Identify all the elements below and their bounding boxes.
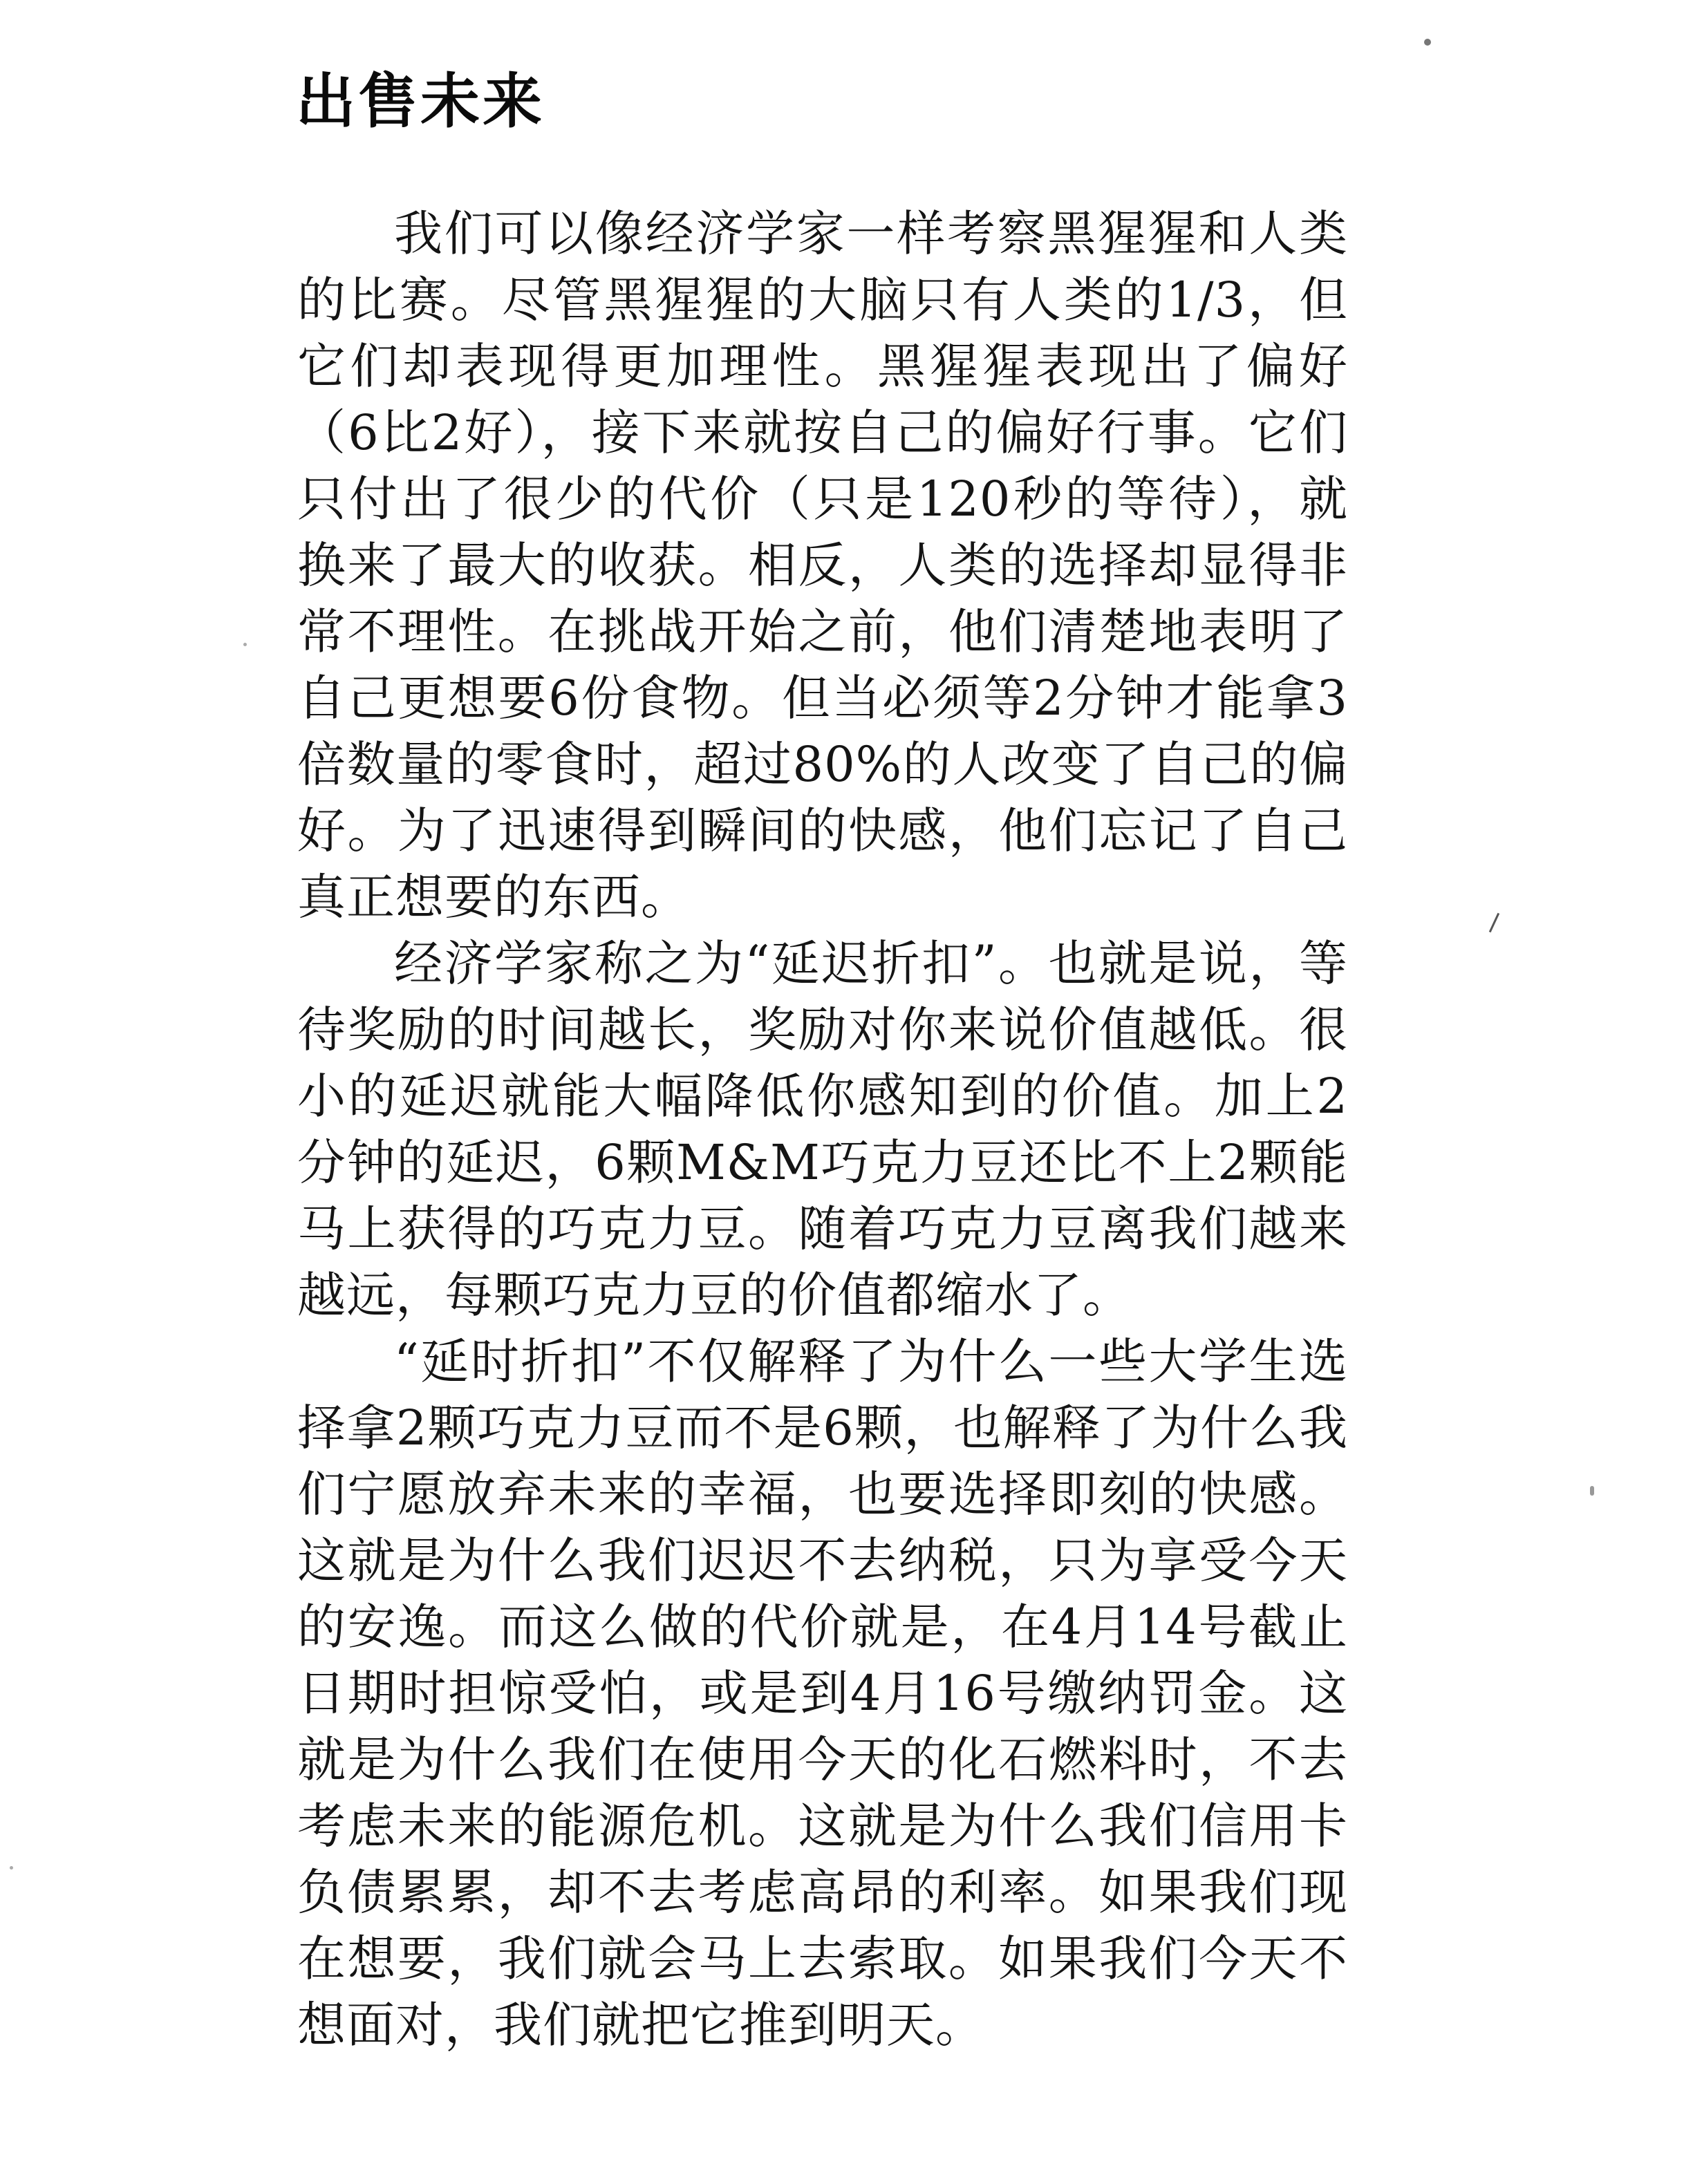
scan-speck (1590, 1486, 1594, 1496)
paragraph-1: 我们可以像经济学家一样考察黑猩猩和人类的比赛。尽管黑猩猩的大脑只有人类的1/3，但它们却表现得更加理性。黑猩猩表现出了偏好（6比2好），接下来就按自己的偏好行事。它们只付出了很少的代价（只是120秒的等待），就换来了最大的收获。相反，人类的选择却显得非常不理性。在挑战开始之前，他们清楚地表明了自己更想要6份食物。但当必须等2分钟才能拿3倍数量的零食时，超过80%的人改变了自己的偏好。为了迅速得到瞬间的快感，他们忘记了自己真正想要的东西。 (297, 205, 1348, 925)
section-title: 出售未来 (296, 67, 545, 136)
scan-speck (10, 1866, 13, 1870)
body-text (297, 200, 1348, 2058)
scan-speck (1424, 39, 1431, 46)
scan-speck (243, 643, 247, 646)
scan-mark (1489, 913, 1499, 932)
paragraph-3: “延时折扣”不仅解释了为什么一些大学生选择拿2颗巧克力豆而不是6颗，也解释了为什么我们宁愿放弃未来的幸福，也要选择即刻的快感。这就是为什么我们迟迟不去纳税，只为享受今天的安逸。而这么做的代价就是，在4月14号截止日期时担惊受怕，或是到4月16号缴纳罚金。这就是为什么我们在使用今天的化石燃料时，不去考虑未来的能源危机。这就是为什么我们信用卡负债累累，却不去考虑高昂的利率。如果我们现在想要，我们就会马上去索取。如果我们今天不想面对，我们就把它推到明天。 (297, 1333, 1348, 2053)
paragraph-2: 经济学家称之为“延迟折扣”。也就是说，等待奖励的时间越长，奖励对你来说价值越低。很小的延迟就能大幅降低你感知到的价值。加上2分钟的延迟，6颗M&M巧克力豆还比不上2颗能马上获得的巧克力豆。随着巧克力豆离我们越来越远，每颗巧克力豆的价值都缩水了。 (297, 935, 1348, 1324)
